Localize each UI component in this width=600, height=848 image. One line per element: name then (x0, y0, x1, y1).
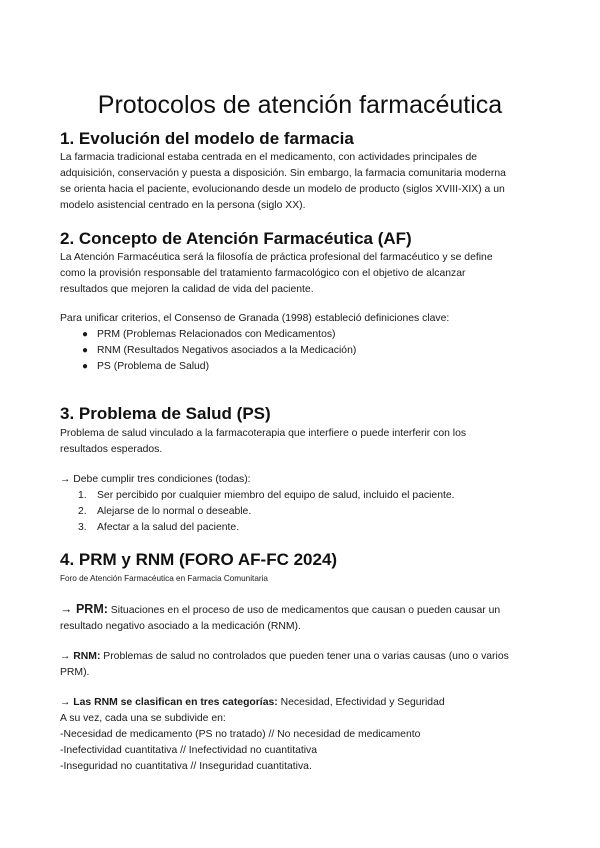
section-4-subtitle: Foro de Atención Farmacéutica en Farmacia Comunitaria (60, 574, 268, 583)
conditions-intro (60, 472, 550, 488)
section-1-heading: 1. Evolución del modelo de farmacia (60, 129, 354, 148)
list-item-text: Ser percibido por cualquier miembro del equipo de salud, incluido el paciente. (97, 490, 455, 501)
prm-text: Situaciones en el proceso de uso de medicamentos que causan o pueden causar un (107, 605, 501, 616)
paragraph-line: Problema de salud vinculado a la farmacoterapia que interfiere o puede interferir con los (60, 428, 467, 439)
paragraph-line: como la provisión responsable del tratamiento farmacológico con el objetivo de alcanzar (60, 268, 466, 279)
classification-label: → Las RNM se clasifican en tres categorías: (60, 697, 278, 708)
list-item (78, 504, 455, 520)
paragraph-line: modelo asistencial centrado en la persona (siglo XX). (60, 200, 306, 211)
classification-text: Necesidad, Efectividad y Seguridad (277, 697, 445, 708)
paragraph-line (60, 695, 550, 711)
section-2-heading: 2. Concepto de Atención Farmacéutica (AF) (60, 229, 412, 248)
list-item-text: PS (Problema de Salud) (97, 361, 210, 372)
list-item (82, 359, 356, 375)
paragraph-line: PRM). (60, 667, 90, 678)
paragraph-line: se orienta hacia el paciente, evolucionando desde un modelo de producto (siglos XVIII-XIX) a un (60, 184, 505, 195)
list-item (78, 488, 455, 504)
list-item (82, 343, 357, 359)
section-3-paragraph (60, 426, 550, 458)
paragraph-line: -Necesidad de medicamento (PS no tratado) // No necesidad de medicamento (60, 729, 421, 740)
list-item (82, 327, 356, 343)
rnm-label: → RNM: (60, 651, 101, 662)
list-number: 1. (78, 490, 87, 501)
list-item-text: Alejarse de lo normal o deseable. (97, 506, 252, 517)
conditions-list (78, 488, 455, 536)
paragraph-line: -Inefectividad cuantitativa // Inefectividad no cuantitativa (60, 745, 318, 756)
prm-label: → PRM: (60, 602, 108, 616)
paragraph-line: La Atención Farmacéutica será la filosofía de práctica profesional del farmacéutico y se define (60, 252, 493, 263)
section-4-heading: 4. PRM y RNM (FORO AF-FC 2024) (60, 550, 338, 569)
list-number: 2. (78, 506, 87, 517)
rnm-text: Problemas de salud no controlados que pueden tener una o varias causas (uno o varios (100, 651, 509, 662)
document-title: Protocolos de atención farmacéutica (97, 91, 503, 119)
paragraph-line (60, 601, 550, 619)
list-item-text: Afectar a la salud del paciente. (97, 522, 240, 533)
paragraph-line: resultados que mejoren la calidad de vida del paciente. (60, 284, 314, 295)
paragraph-line (60, 649, 550, 665)
paragraph-line: adquisición, conservación y puesta a disposición. Sin embargo, la farmacia comunitaria moderna (60, 168, 506, 179)
list-item-text: PRM (Problemas Relacionados con Medicamentos) (97, 329, 336, 340)
section-3-heading: 3. Problema de Salud (PS) (60, 404, 271, 423)
paragraph-line: La farmacia tradicional estaba centrada en el medicamento, con actividades principales de (60, 152, 478, 163)
list-number: 3. (78, 522, 87, 533)
rnm-definition (60, 649, 550, 681)
bullet-icon: ● (82, 361, 89, 372)
section-1-paragraph (60, 150, 550, 214)
definitions-list (82, 327, 357, 375)
bullet-icon: ● (82, 345, 89, 356)
section-2-intro (60, 311, 550, 327)
list-item-text: RNM (Resultados Negativos asociados a la Medicación) (97, 345, 357, 356)
paragraph-line: A su vez, cada una se subdivide en: (60, 713, 226, 724)
paragraph-line: resultado negativo asociado a la medicación (RNM). (60, 621, 301, 632)
bullet-icon: ● (82, 329, 89, 340)
paragraph-line: → Debe cumplir tres condiciones (todas): (60, 474, 251, 485)
prm-definition (60, 601, 550, 635)
list-item (78, 520, 455, 536)
rnm-classification (60, 695, 550, 775)
paragraph-line: -Inseguridad no cuantitativa // Inseguridad cuantitativa. (60, 761, 312, 772)
section-2-paragraph (60, 250, 550, 298)
paragraph-line: resultados esperados. (60, 444, 163, 455)
paragraph-line: Para unificar criterios, el Consenso de Granada (1998) estableció definiciones clave: (60, 313, 450, 324)
